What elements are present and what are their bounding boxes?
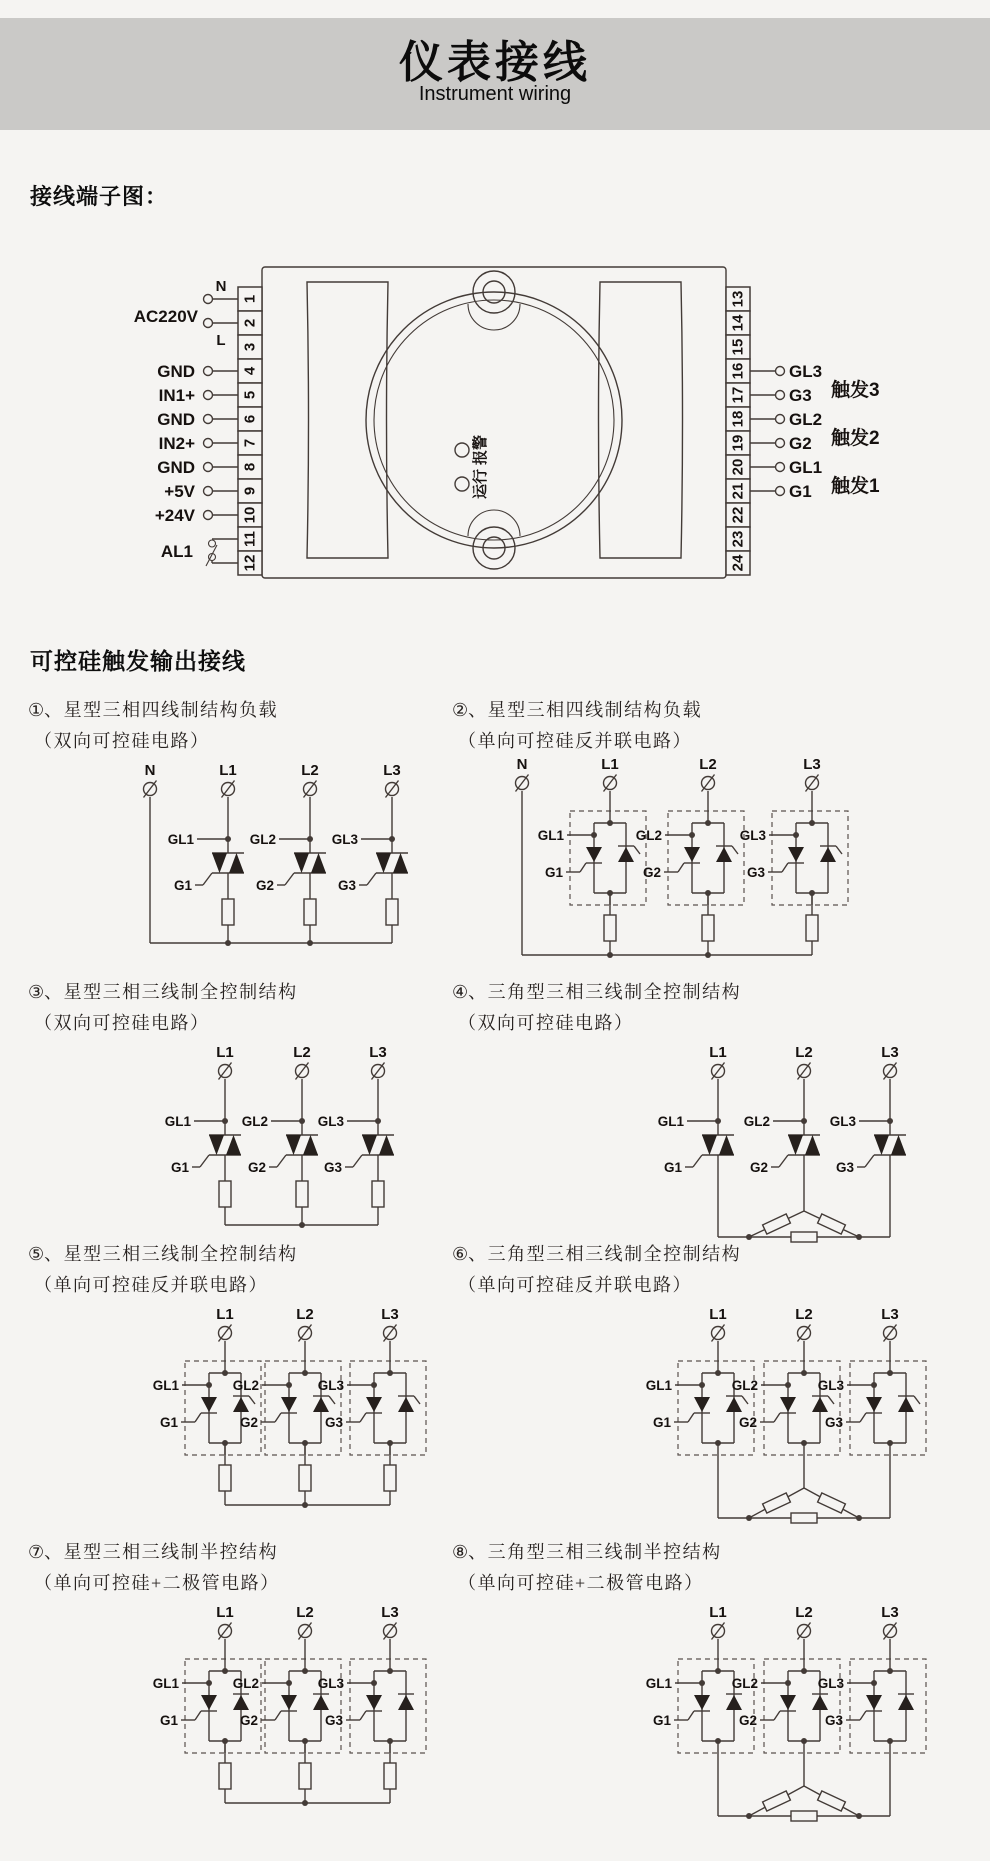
terminal-number: 19: [729, 434, 747, 452]
pin-circle: [204, 511, 213, 520]
load-resistor: [604, 915, 616, 941]
trigger-group-label: 触发1: [831, 476, 880, 497]
phase-label: L3: [881, 1306, 899, 1323]
circuit-1-title: ①、星型三相四线制结构负载: [28, 700, 279, 720]
terminal-number: 5: [241, 390, 259, 400]
phase-label: L3: [383, 762, 401, 779]
gate-label: GL2: [249, 832, 276, 847]
gate-label: G3: [323, 1160, 342, 1175]
page-subtitle: Instrument wiring: [418, 83, 572, 105]
alarm-led: [455, 443, 469, 457]
pin-circle: [776, 439, 785, 448]
circuit-7-title: ⑦、星型三相三线制半控结构: [28, 1542, 279, 1562]
gate-label: GL3: [829, 1114, 856, 1129]
gate-label: G3: [324, 1713, 343, 1728]
gate-label: G1: [652, 1415, 671, 1430]
circuit-7-subtitle: （单向可控硅+二极管电路）: [34, 1573, 280, 1593]
junction-dot: [307, 940, 313, 946]
load-resistor: [219, 1763, 231, 1789]
gate-label: GL1: [167, 832, 194, 847]
terminal-number: 16: [729, 362, 747, 380]
gate-label: GL2: [635, 828, 662, 843]
pin-label: G2: [789, 434, 812, 453]
circuit-8-title: ⑧、三角型三相三线制半控结构: [452, 1542, 722, 1562]
terminal-block-diagram: [35, 225, 955, 585]
inner-panel-left: [307, 282, 388, 558]
switch-contact: [209, 540, 216, 547]
phase-label: L1: [709, 1044, 727, 1061]
load-resistor: [763, 1214, 791, 1234]
load-resistor: [818, 1493, 846, 1513]
pin-circle: [204, 463, 213, 472]
junction-dot: [302, 1502, 308, 1508]
pin-label: N: [215, 278, 227, 295]
gate-label: GL3: [817, 1378, 844, 1393]
gate-label: G2: [239, 1713, 258, 1728]
circuit-4-title: ④、三角型三相三线制全控制结构: [452, 982, 742, 1002]
pin-label: G3: [789, 386, 812, 405]
circuit-3-block: [28, 978, 480, 1241]
gate-label: G3: [324, 1415, 343, 1430]
phase-label: L1: [709, 1306, 727, 1323]
terminal-number: 18: [729, 410, 747, 428]
phase-label: L2: [795, 1306, 813, 1323]
phase-label: L1: [216, 1604, 234, 1621]
gate-label: G1: [663, 1160, 682, 1175]
gate-label: GL1: [645, 1676, 672, 1691]
phase-label: L1: [216, 1044, 234, 1061]
load-resistor: [763, 1493, 791, 1513]
circuit-8-block: [452, 1538, 960, 1837]
gate-label: GL3: [317, 1378, 344, 1393]
terminal-number: 10: [241, 506, 259, 524]
pin-label: GL1: [789, 458, 823, 477]
circuit-3-diagram: [60, 1041, 480, 1241]
junction-dot: [225, 940, 231, 946]
circuit-2-diagram: [470, 753, 960, 975]
terminal-number: 22: [729, 506, 747, 524]
phase-label: L2: [795, 1044, 813, 1061]
pin-label: G1: [789, 482, 812, 501]
pin-circle: [204, 487, 213, 496]
junction-dot: [607, 952, 613, 958]
circuit-3-title: ③、星型三相三线制全控制结构: [28, 982, 298, 1002]
circuit-6-block: [452, 1240, 960, 1539]
circuit-6-subtitle: （单向可控硅反并联电路）: [458, 1275, 692, 1295]
load-resistor: [818, 1214, 846, 1234]
load-resistor: [702, 915, 714, 941]
load-resistor: [384, 1763, 396, 1789]
circuit-2-subtitle: （单向可控硅反并联电路）: [458, 731, 692, 751]
pin-label: AL1: [160, 542, 193, 561]
phase-label: N: [144, 762, 156, 779]
circuit-8-subtitle: （单向可控硅+二极管电路）: [458, 1573, 704, 1593]
load-resistor: [219, 1465, 231, 1491]
terminal-number: 11: [241, 531, 259, 547]
alarm-led-label: 报警: [472, 434, 489, 466]
pin-circle: [776, 463, 785, 472]
terminal-number: 15: [729, 338, 747, 356]
load-resistor: [304, 899, 316, 925]
gate-label: G3: [337, 878, 356, 893]
pin-label: GND: [157, 410, 195, 429]
pin-circle: [204, 295, 213, 304]
circuit-4-subtitle: （双向可控硅电路）: [458, 1013, 634, 1033]
phase-label: L1: [709, 1604, 727, 1621]
pin-circle: [204, 415, 213, 424]
terminal-number: 24: [729, 554, 747, 572]
terminal-number: 14: [729, 314, 747, 332]
circuit-4-diagram: [470, 1041, 960, 1267]
circuit-7-block: [28, 1538, 480, 1823]
gate-label: G2: [642, 865, 661, 880]
circuit-6-title: ⑥、三角型三相三线制全控制结构: [452, 1244, 742, 1264]
circuit-4-block: [452, 978, 960, 1267]
load-resistor: [219, 1181, 231, 1207]
gate-label: G2: [239, 1415, 258, 1430]
gate-label: GL1: [164, 1114, 191, 1129]
junction-dot: [746, 1813, 752, 1819]
terminal-number: 4: [241, 366, 259, 376]
pin-label: GND: [157, 458, 195, 477]
junction-dot: [856, 1515, 862, 1521]
load-resistor: [763, 1791, 791, 1811]
circuit-5-block: [28, 1240, 480, 1525]
gate-label: G2: [247, 1160, 266, 1175]
terminal-number: 21: [729, 482, 747, 500]
phase-label: N: [516, 756, 528, 773]
load-resistor: [386, 899, 398, 925]
load-resistor: [818, 1791, 846, 1811]
gate-label: GL2: [731, 1676, 758, 1691]
terminal-number: 2: [241, 318, 259, 328]
pin-label: +5V: [164, 482, 195, 501]
gate-label: GL3: [317, 1676, 344, 1691]
gate-label: G3: [824, 1713, 843, 1728]
pin-circle: [776, 391, 785, 400]
phase-label: L3: [381, 1604, 399, 1621]
terminal-number: 13: [729, 290, 747, 308]
phase-label: L1: [216, 1306, 234, 1323]
scr-section-heading: 可控硅触发输出接线: [30, 648, 246, 674]
junction-dot: [299, 1222, 305, 1228]
phase-label: L3: [369, 1044, 387, 1061]
gate-label: G3: [746, 865, 765, 880]
pin-circle: [776, 367, 785, 376]
junction-dot: [705, 952, 711, 958]
pin-label: IN2+: [158, 434, 195, 453]
phase-label: L2: [296, 1306, 314, 1323]
run-led-label: 运行: [472, 468, 489, 500]
load-resistor: [299, 1763, 311, 1789]
power-label: AC220V: [133, 307, 198, 326]
gate-label: GL3: [817, 1676, 844, 1691]
phase-label: L3: [881, 1044, 899, 1061]
pin-circle: [204, 439, 213, 448]
pin-label: GL2: [789, 410, 823, 429]
trigger-group-label: 触发2: [831, 428, 880, 449]
circuit-5-subtitle: （单向可控硅反并联电路）: [34, 1275, 268, 1295]
gate-label: G3: [824, 1415, 843, 1430]
gate-label: G1: [173, 878, 192, 893]
gate-label: G2: [749, 1160, 768, 1175]
phase-label: L3: [803, 756, 821, 773]
circuit-1-block: [28, 696, 480, 959]
gate-label: GL2: [241, 1114, 268, 1129]
pin-label: IN1+: [158, 386, 195, 405]
terminal-number: 8: [241, 462, 259, 472]
gate-label: G3: [835, 1160, 854, 1175]
circuit-1-subtitle: （双向可控硅电路）: [34, 731, 210, 751]
circuit-6-diagram: [470, 1303, 960, 1539]
load-resistor: [806, 915, 818, 941]
terminal-number: 1: [241, 294, 259, 304]
gate-label: GL2: [232, 1378, 259, 1393]
inner-panel-right: [599, 282, 683, 558]
gate-label: GL3: [317, 1114, 344, 1129]
circuit-3-subtitle: （双向可控硅电路）: [34, 1013, 210, 1033]
gate-label: GL1: [537, 828, 564, 843]
gate-label: GL1: [645, 1378, 672, 1393]
junction-dot: [302, 1800, 308, 1806]
gate-label: GL2: [731, 1378, 758, 1393]
run-led: [455, 477, 469, 491]
gate-label: GL1: [152, 1378, 179, 1393]
terminal-number: 17: [729, 386, 747, 404]
terminal-number: 3: [241, 342, 259, 352]
terminal-number: 9: [241, 486, 259, 496]
gate-label: GL1: [152, 1676, 179, 1691]
pin-circle: [776, 415, 785, 424]
phase-label: L1: [219, 762, 237, 779]
phase-label: L2: [293, 1044, 311, 1061]
terminal-section-heading: 接线端子图：: [30, 184, 169, 209]
circuit-1-diagram: [60, 759, 480, 959]
load-resistor: [372, 1181, 384, 1207]
junction-dot: [856, 1813, 862, 1819]
phase-label: L2: [699, 756, 717, 773]
load-resistor: [299, 1465, 311, 1491]
gate-label: G1: [652, 1713, 671, 1728]
gate-label: G2: [255, 878, 274, 893]
load-resistor: [222, 899, 234, 925]
load-resistor: [384, 1465, 396, 1491]
phase-label: L2: [296, 1604, 314, 1621]
pin-label: GL3: [789, 362, 823, 381]
pin-circle: [776, 487, 785, 496]
circuit-2-block: [452, 696, 960, 975]
phase-label: L3: [881, 1604, 899, 1621]
pin-circle: [204, 391, 213, 400]
terminal-number: 7: [241, 438, 259, 448]
phase-label: L3: [381, 1306, 399, 1323]
gate-label: GL2: [232, 1676, 259, 1691]
gate-label: G1: [544, 865, 563, 880]
gate-label: G1: [159, 1713, 178, 1728]
page-banner: [0, 18, 990, 130]
gate-label: G2: [738, 1713, 757, 1728]
terminal-number: 12: [241, 554, 259, 572]
pin-circle: [204, 367, 213, 376]
gate-label: GL3: [331, 832, 358, 847]
pin-label: GND: [157, 362, 195, 381]
pin-circle: [204, 319, 213, 328]
gate-label: GL1: [657, 1114, 684, 1129]
circuit-5-title: ⑤、星型三相三线制全控制结构: [28, 1244, 298, 1264]
circuit-2-title: ②、星型三相四线制结构负载: [452, 700, 703, 720]
phase-label: L1: [601, 756, 619, 773]
mounting-disc-inner: [374, 300, 614, 540]
load-resistor: [296, 1181, 308, 1207]
load-resistor: [791, 1513, 817, 1523]
gate-label: G1: [159, 1415, 178, 1430]
circuit-8-diagram: [470, 1601, 960, 1837]
pin-label: L: [216, 332, 226, 349]
pin-label: +24V: [154, 506, 195, 525]
gate-label: G2: [738, 1415, 757, 1430]
terminal-number: 6: [241, 414, 259, 424]
page-title: 仪表接线: [399, 38, 591, 87]
gate-label: GL2: [743, 1114, 770, 1129]
terminal-number: 20: [729, 458, 747, 476]
junction-dot: [746, 1515, 752, 1521]
gate-label: G1: [170, 1160, 189, 1175]
circuit-7-diagram: [60, 1601, 480, 1823]
circuit-5-diagram: [60, 1303, 480, 1525]
terminal-number: 23: [729, 530, 747, 548]
load-resistor: [791, 1811, 817, 1821]
trigger-group-label: 触发3: [831, 380, 880, 401]
phase-label: L2: [795, 1604, 813, 1621]
phase-label: L2: [301, 762, 319, 779]
gate-label: GL3: [739, 828, 766, 843]
